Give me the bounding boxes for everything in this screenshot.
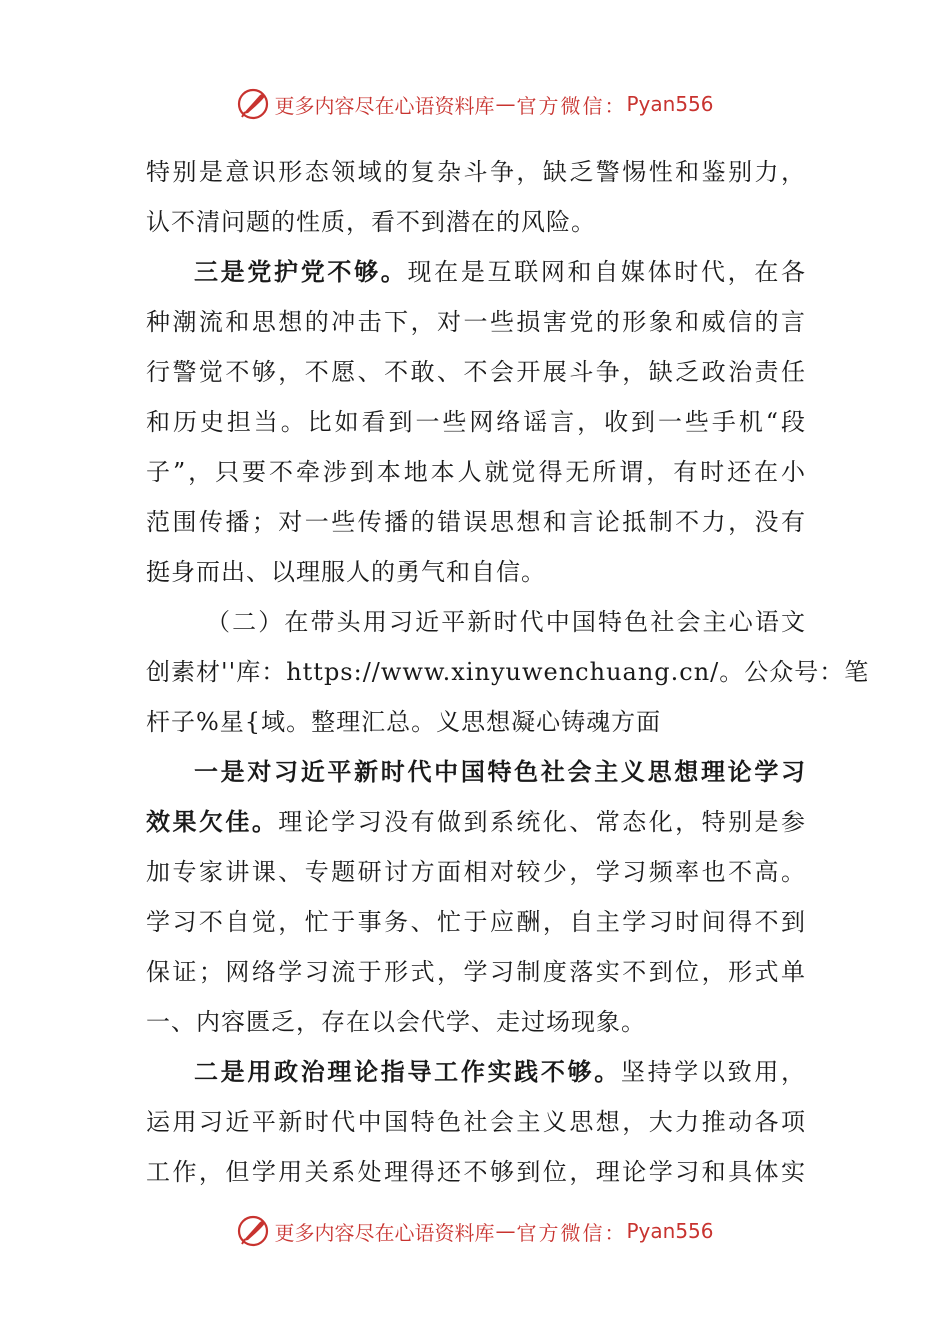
banner-text: 更多内容尽在心语资料库 (274, 93, 495, 118)
text-line: 种潮流和思想的冲击下，对一些损害党的形象和威信的言 (146, 308, 806, 336)
banner-text: 更多内容尽在心语资料库 (274, 1220, 495, 1245)
text-line: 运用习近平新时代中国特色社会主义思想，大力推动各项 (146, 1108, 806, 1136)
text-line: 认不清问题的性质，看不到潜在的风险。 (146, 208, 596, 236)
text-span: 理论学习没有做到系统化、常态化，特别是参 (278, 808, 807, 836)
text-line: 加专家讲课、专题研讨方面相对较少，学习频率也不高。 (146, 858, 806, 886)
banner-wechat-id: Pyan556 (626, 1219, 714, 1243)
text-line: 学习不自觉，忙于事务、忙于应酬，自主学习时间得不到 (146, 908, 806, 936)
text-line: 行警觉不够，不愿、不敢、不会开展斗争，缺乏政治责任 (146, 358, 806, 386)
bold-heading: 二是用政治理论指导工作实践不够。 (194, 1057, 621, 1086)
banner-separator: — (495, 92, 516, 116)
text-line: 挺身而出、以理服人的勇气和自信。 (146, 558, 546, 586)
banner-wechat-label: 官方微信： (516, 1220, 627, 1245)
text-line (146, 797, 806, 847)
text-line: 杆子%星{域。整理汇总。义思想凝心铸魂方面 (146, 708, 662, 736)
text-line: 范围传播；对一些传播的错误思想和言论抵制不力，没有 (146, 508, 806, 536)
text-line: （二）在带头用习近平新时代中国特色社会主心语文 (206, 608, 806, 636)
text-line: 工作，但学用关系处理得还不够到位，理论学习和具体实 (146, 1158, 806, 1186)
text-line: 一、内容匮乏，存在以会代学、走过场现象。 (146, 1008, 646, 1036)
header-banner (0, 84, 950, 124)
quill-logo-icon (236, 1214, 270, 1248)
text-line: 子”，只要不牵涉到本地本人就觉得无所谓，有时还在小 (146, 458, 806, 486)
footer-banner (0, 1211, 950, 1251)
text-line: 创素材''库：https://www.xinyuwenchuang.cn/。公众号：笔 (146, 658, 870, 686)
banner-separator: — (495, 1219, 516, 1243)
document-body (146, 147, 870, 1197)
text-line: 和历史担当。比如看到一些网络谣言，收到一些手机“段 (146, 408, 806, 436)
bold-heading: 三是党护党不够。 (194, 257, 408, 286)
banner-wechat-label: 官方微信： (516, 93, 627, 118)
text-line: 特别是意识形态领域的复杂斗争，缺乏警惕性和鉴别力， (146, 158, 806, 186)
quill-logo-icon (236, 87, 270, 121)
text-span: 坚持学以致用， (620, 1058, 807, 1086)
text-line (146, 1047, 806, 1097)
text-line: 保证；网络学习流于形式，学习制度落实不到位，形式单 (146, 958, 806, 986)
bold-heading: 效果欠佳。 (146, 807, 279, 836)
banner-wechat-id: Pyan556 (626, 92, 714, 116)
text-span: 现在是互联网和自媒体时代，在各 (407, 258, 807, 286)
text-line (146, 247, 806, 297)
bold-heading: 一是对习近平新时代中国特色社会主义思想理论学习 (194, 757, 806, 786)
text-line (146, 747, 806, 797)
